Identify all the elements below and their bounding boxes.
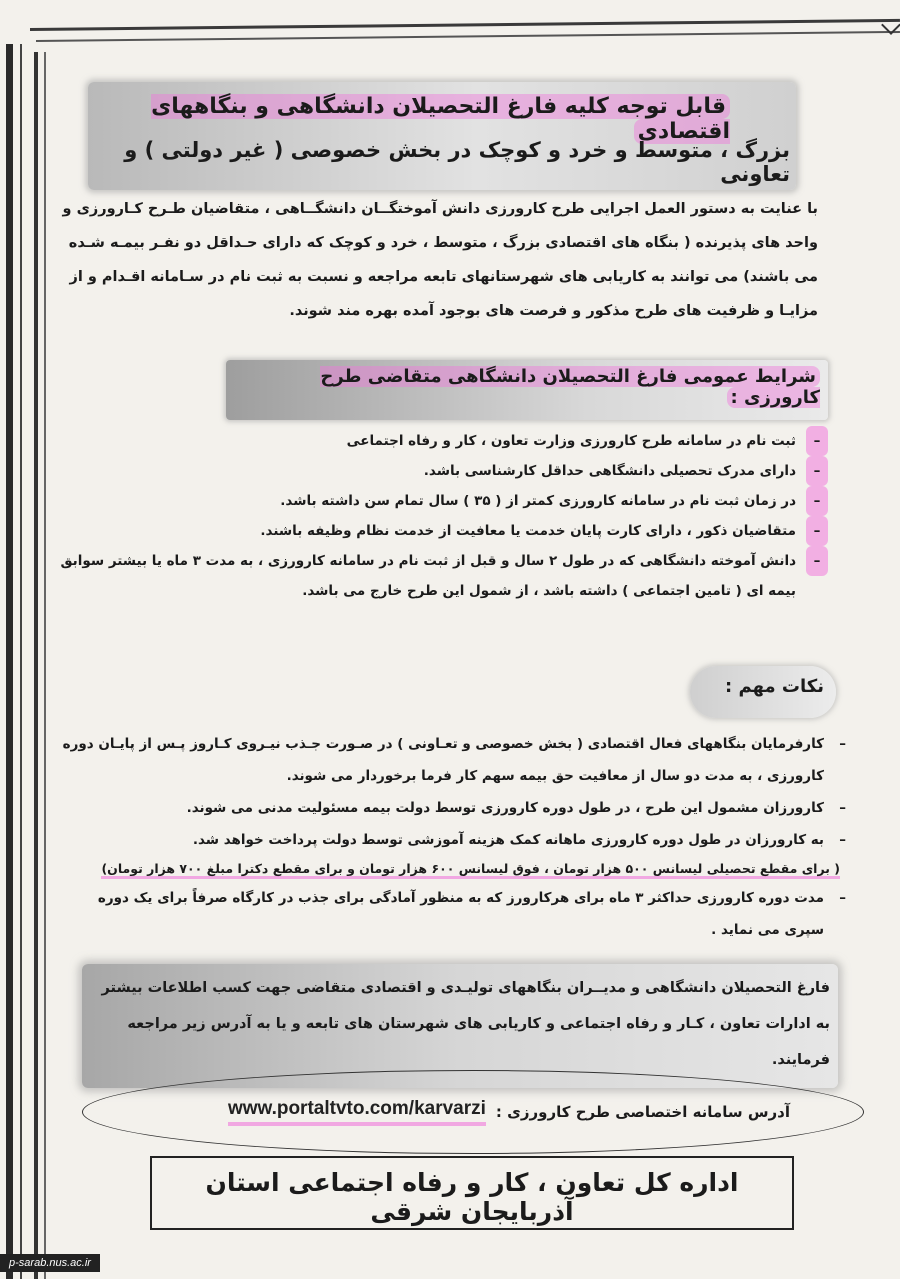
banner-title: قابل توجه کلیه فارغ التحصیلان دانشگاهی و بنگاههای اقتصادی — [151, 94, 730, 144]
bullet-dash-icon: – — [839, 736, 846, 752]
bullet-dash-icon: – — [839, 890, 846, 906]
left-border-line-4 — [44, 52, 46, 1279]
bullet-dash-icon: – — [839, 832, 846, 848]
notes-list — [60, 728, 850, 946]
footer-title: اداره کل تعاون ، کار و رفاه اجتماعی استان آذربایجان شرقی — [205, 1168, 739, 1226]
list-item: – دانش آموخته دانشگاهی که در طول ۲ سال و قبل از ثبت نام در سامانه کارورزی ، به مدت ۳ ماه یا بیشتر سوابق بیمه ای ( تامین اجتماعی ) داشته باشد ، از شمول این طرح خارج می باشد. — [60, 546, 832, 606]
bullet-dash-icon: – — [806, 486, 828, 516]
top-border-line-inner — [36, 31, 900, 42]
list-item: – در زمان ثبت نام در سامانه کارورزی کمتر از ( ۳۵ ) سال تمام سن داشته باشد. — [60, 486, 832, 516]
contact-paragraph: فارغ التحصیلان دانشگاهی و مدیــران بنگاههای تولیـدی و اقتصادی متقاضی جهت کسب اطلاعات بیشتر به ادارات تعاون ، کـار و رفاه اجتماعی و کاریابی های شهرستان های تابعه و یا به آدرس زیر مراجعه فرمایند. — [101, 980, 830, 1068]
list-item: – متقاضیان ذکور ، دارای کارت پایان خدمت یا معافیت از خدمت نظام وظیفه باشند. — [60, 516, 832, 546]
list-item: – کارفرمایان بنگاههای فعال اقتصادی ( بخش خصوصی و تعـاونی ) در صـورت جـذب نیـروی کـاروز پـس از پایـان دوره کارورزی ، به مدت دو سال از معافیت حق بیمه سهم کار فرما برخوردار می شوند. — [60, 728, 850, 792]
list-item: – کارورزان مشمول این طرح ، در طول دوره کارورزی توسط دولت بیمه مسئولیت مدنی می شوند. — [60, 792, 850, 824]
portal-url-link[interactable]: www.portaltvto.com/karvarzi — [228, 1098, 486, 1126]
stipend-note: ( برای مقطع تحصیلی لیسانس ۵۰۰ هزار تومان ، فوق لیسانس ۶۰۰ هزار تومان و برای مقطع دکترا مبلغ ۷۰۰ هزار تومان) — [60, 856, 850, 882]
list-item: – به کارورزان در طول دوره کارورزی ماهانه کمک هزینه آموزشی توسط دولت پرداخت خواهد شد. — [60, 824, 850, 856]
conditions-title: شرایط عمومی فارغ التحصیلان دانشگاهی متقاضی طرح کارورزی : — [320, 366, 820, 408]
address-row — [150, 1092, 790, 1132]
address-label: آدرس سامانه اختصاصی طرح کارورزی : — [495, 1103, 790, 1121]
list-item: – مدت دوره کارورزی حداکثر ۳ ماه برای هرکارورز که به منظور آمادگی برای جذب در کارگاه صرفاً برای یک دوره سپری می نماید . — [60, 882, 850, 946]
bullet-dash-icon: – — [806, 546, 828, 576]
conditions-list — [60, 426, 832, 606]
bullet-dash-icon: – — [806, 426, 828, 456]
list-item: – ثبت نام در سامانه طرح کارورزی وزارت تعاون ، کار و رفاه اجتماعی — [60, 426, 832, 456]
bullet-dash-icon: – — [839, 800, 846, 816]
left-border-line — [6, 44, 13, 1279]
intro-paragraph: با عنایت به دستور العمل اجرایی طرح کارورزی دانش آموختگــان دانشگــاهی ، متقاضیان طـرح کـارورزی و واحد های پذیرنده ( بنگاه های اقتصادی بزرگ ، متوسط ، خرد و کوچک که دارای حـداقل دو نفـر بیمـه شـده می باشند) می توانند به کاریابی های شهرستانهای تابعه مراجعه و نسبت به ثبت نام در سـامانه اقـدام و از مزایـا و ظرفیت های طرح مذکور و فرصت های بوجود آمده بهره مند شوند. — [62, 201, 818, 319]
site-watermark: p-sarab.nus.ac.ir — [0, 1254, 100, 1272]
bullet-dash-icon: – — [806, 516, 828, 546]
left-border-line-2 — [20, 44, 22, 1279]
left-border-line-3 — [34, 52, 38, 1279]
banner-subtitle: بزرگ ، متوسط و خرد و کوچک در بخش خصوصی ( غیر دولتی ) و تعاونی — [124, 138, 790, 186]
notes-title: نکات مهم : — [725, 676, 824, 697]
bullet-dash-icon: – — [806, 456, 828, 486]
list-item: – دارای مدرک تحصیلی دانشگاهی حداقل کارشناسی باشد. — [60, 456, 832, 486]
top-border-line — [30, 19, 900, 31]
